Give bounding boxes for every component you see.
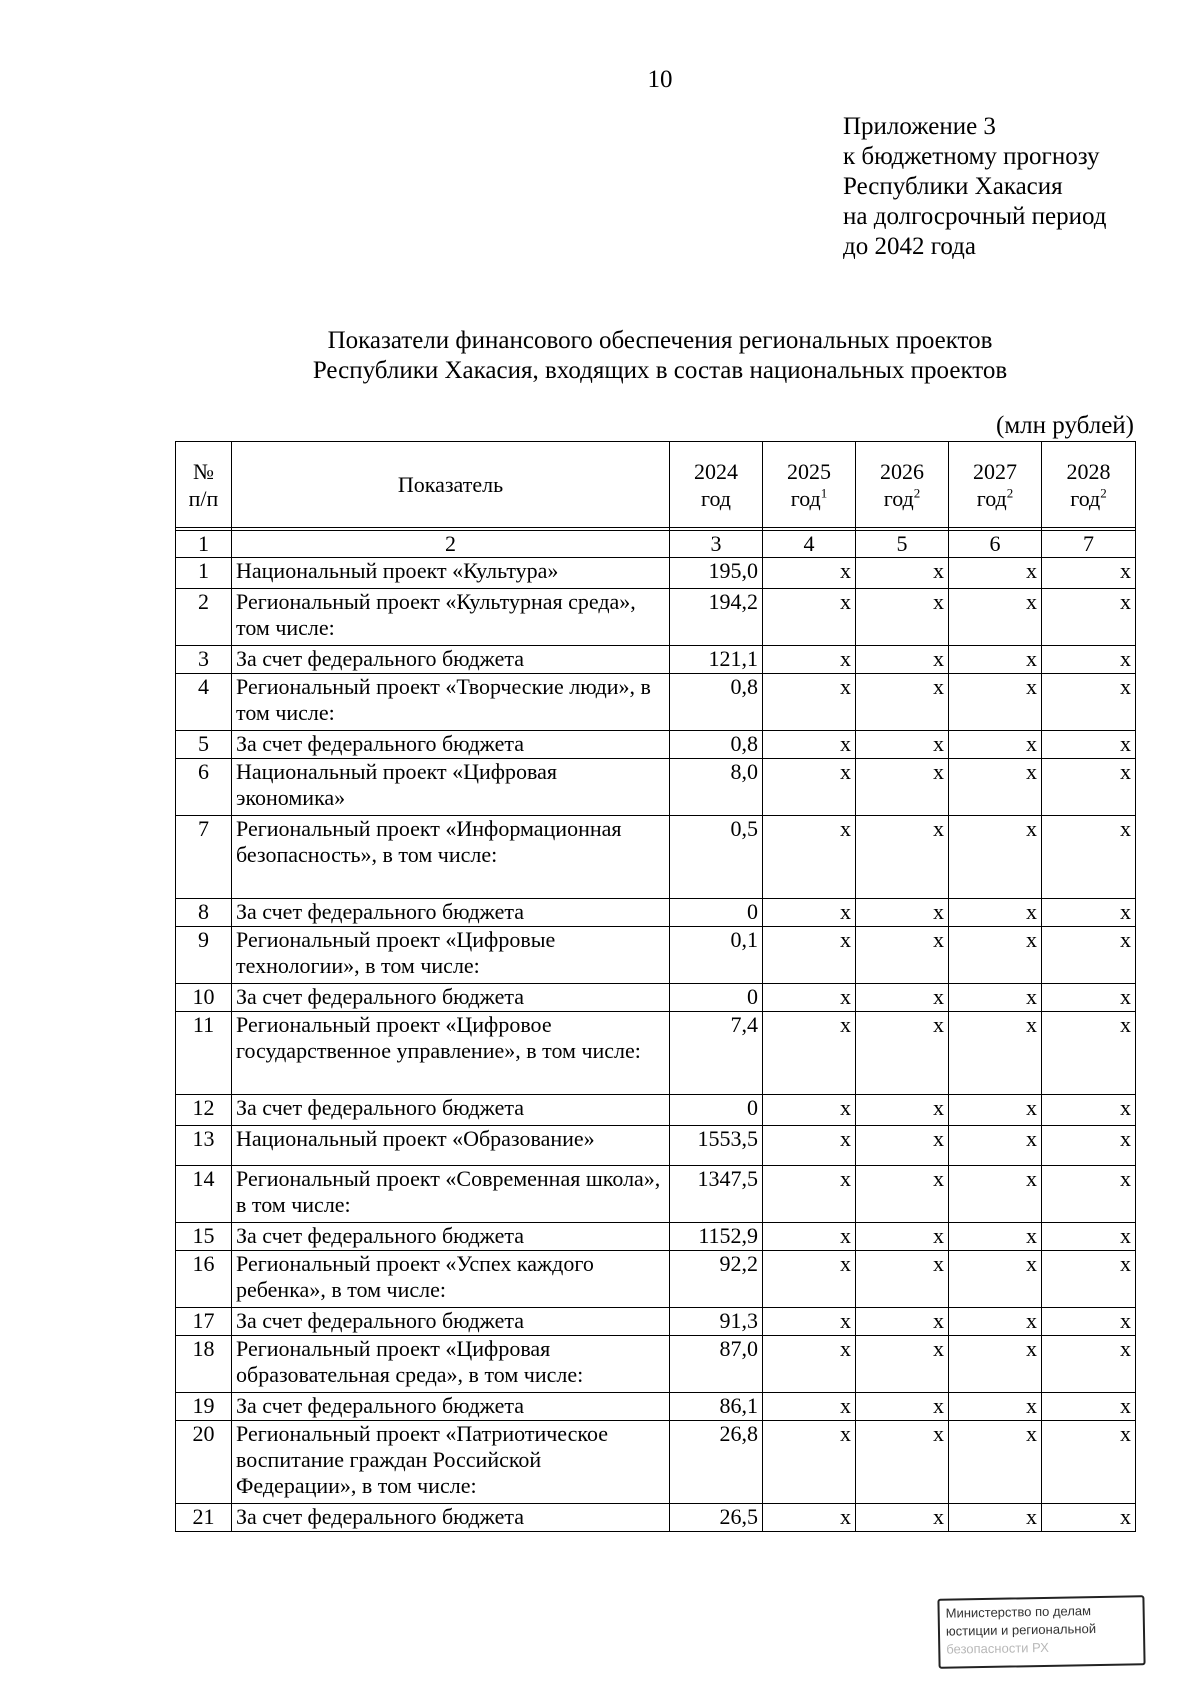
value-2024: 121,1 <box>670 646 763 674</box>
value-2026: x <box>856 759 949 816</box>
indicator-name: Региональный проект «Цифровая образовательная среда», в том числе: <box>232 1336 670 1393</box>
header-2026: 2026 год$^2$ <box>856 442 949 528</box>
value-2025: x <box>763 759 856 816</box>
indicator-name: Региональный проект «Успех каждого ребенка», в том числе: <box>232 1251 670 1308</box>
value-2025: x <box>763 899 856 927</box>
indicator-name: За счет федерального бюджета <box>232 1504 670 1532</box>
value-2028: x <box>1042 984 1136 1012</box>
indicator-name: Национальный проект «Образование» <box>232 1126 670 1166</box>
table-row <box>176 1308 1136 1336</box>
appendix-line: к бюджетному прогнозу <box>843 143 1100 170</box>
indicator-name: Национальный проект «Культура» <box>232 558 670 589</box>
table-row <box>176 899 1136 927</box>
value-2028: x <box>1042 759 1136 816</box>
value-2024: 26,5 <box>670 1504 763 1532</box>
title-line: Республики Хакасия, входящих в состав национальных проектов <box>312 357 1008 384</box>
value-2024: 86,1 <box>670 1393 763 1421</box>
financing-table <box>175 441 1136 1532</box>
row-number: 14 <box>176 1166 232 1223</box>
indicator-name: За счет федерального бюджета <box>232 984 670 1012</box>
value-2025: x <box>763 1012 856 1095</box>
value-2027: x <box>949 646 1042 674</box>
value-2026: x <box>856 731 949 759</box>
value-2026: x <box>856 1336 949 1393</box>
value-2024: 1347,5 <box>670 1166 763 1223</box>
appendix-block <box>843 112 1107 262</box>
indicator-name: За счет федерального бюджета <box>232 646 670 674</box>
value-2028: x <box>1042 1421 1136 1504</box>
value-2027: x <box>949 927 1042 984</box>
value-2024: 0,8 <box>670 731 763 759</box>
value-2027: x <box>949 984 1042 1012</box>
value-2024: 1553,5 <box>670 1126 763 1166</box>
value-2026: x <box>856 1251 949 1308</box>
table-row <box>176 816 1136 899</box>
header-indicator: Показатель <box>232 442 670 528</box>
indicator-name: Национальный проект «Цифровая экономика» <box>232 759 670 816</box>
appendix-line: до 2042 года <box>843 233 976 260</box>
value-2027: x <box>949 1012 1042 1095</box>
value-2025: x <box>763 1166 856 1223</box>
column-number: 3 <box>670 531 763 558</box>
value-2028: x <box>1042 1504 1136 1532</box>
column-number: 2 <box>232 531 670 558</box>
value-2028: x <box>1042 899 1136 927</box>
value-2026: x <box>856 1504 949 1532</box>
row-number: 15 <box>176 1223 232 1251</box>
table-row <box>176 1504 1136 1532</box>
column-number: 7 <box>1042 531 1136 558</box>
row-number: 1 <box>176 558 232 589</box>
registration-stamp <box>937 1595 1145 1669</box>
value-2024: 195,0 <box>670 558 763 589</box>
indicator-name: За счет федерального бюджета <box>232 899 670 927</box>
row-number: 4 <box>176 674 232 731</box>
table-row <box>176 759 1136 816</box>
header-2028: 2028 год$^2$ <box>1042 442 1136 528</box>
table-row <box>176 1126 1136 1166</box>
row-number: 11 <box>176 1012 232 1095</box>
value-2027: x <box>949 759 1042 816</box>
value-2027: x <box>949 1393 1042 1421</box>
table-row <box>176 589 1136 646</box>
value-2028: x <box>1042 589 1136 646</box>
value-2027: x <box>949 589 1042 646</box>
row-number: 19 <box>176 1393 232 1421</box>
value-2028: x <box>1042 1166 1136 1223</box>
value-2026: x <box>856 927 949 984</box>
value-2024: 194,2 <box>670 589 763 646</box>
indicator-name: За счет федерального бюджета <box>232 1308 670 1336</box>
row-number: 2 <box>176 589 232 646</box>
value-2028: x <box>1042 1012 1136 1095</box>
header-no: № п/п <box>176 442 232 528</box>
value-2027: x <box>949 1223 1042 1251</box>
table-body <box>176 558 1136 1532</box>
column-number: 5 <box>856 531 949 558</box>
value-2026: x <box>856 899 949 927</box>
value-2028: x <box>1042 731 1136 759</box>
indicator-name: Региональный проект «Цифровое государственное управление», в том числе: <box>232 1012 670 1095</box>
page-number: 10 <box>647 66 673 93</box>
indicator-name: Региональный проект «Информационная безопасность», в том числе: <box>232 816 670 899</box>
document-title <box>0 326 1200 386</box>
units-label: (млн рублей) <box>996 412 1134 439</box>
value-2026: x <box>856 674 949 731</box>
value-2026: x <box>856 1223 949 1251</box>
value-2025: x <box>763 816 856 899</box>
table-row <box>176 1251 1136 1308</box>
row-number: 18 <box>176 1336 232 1393</box>
value-2025: x <box>763 589 856 646</box>
value-2026: x <box>856 646 949 674</box>
value-2027: x <box>949 558 1042 589</box>
value-2025: x <box>763 1504 856 1532</box>
value-2024: 0,8 <box>670 674 763 731</box>
value-2027: x <box>949 731 1042 759</box>
value-2027: x <box>949 1166 1042 1223</box>
value-2024: 92,2 <box>670 1251 763 1308</box>
header-2025: 2025 год$^1$ <box>763 442 856 528</box>
table-row <box>176 646 1136 674</box>
value-2026: x <box>856 1393 949 1421</box>
table-row <box>176 1393 1136 1421</box>
indicator-name: За счет федерального бюджета <box>232 731 670 759</box>
value-2027: x <box>949 1308 1042 1336</box>
value-2024: 7,4 <box>670 1012 763 1095</box>
table-row <box>176 558 1136 589</box>
table-row <box>176 731 1136 759</box>
value-2025: x <box>763 984 856 1012</box>
value-2026: x <box>856 589 949 646</box>
value-2026: x <box>856 1421 949 1504</box>
value-2026: x <box>856 1012 949 1095</box>
stamp-line: юстиции и региональной <box>945 1621 1097 1639</box>
header-2027: 2027 год$^2$ <box>949 442 1042 528</box>
header-2024: 2024 год <box>670 442 763 528</box>
value-2024: 0,5 <box>670 816 763 899</box>
appendix-line: Приложение 3 <box>843 113 996 140</box>
value-2025: x <box>763 1393 856 1421</box>
value-2025: x <box>763 674 856 731</box>
value-2028: x <box>1042 1126 1136 1166</box>
value-2024: 0 <box>670 1095 763 1126</box>
row-number: 7 <box>176 816 232 899</box>
value-2025: x <box>763 646 856 674</box>
value-2026: x <box>856 816 949 899</box>
value-2025: x <box>763 1223 856 1251</box>
row-number: 12 <box>176 1095 232 1126</box>
row-number: 17 <box>176 1308 232 1336</box>
indicator-name: За счет федерального бюджета <box>232 1393 670 1421</box>
value-2028: x <box>1042 558 1136 589</box>
value-2027: x <box>949 816 1042 899</box>
row-number: 3 <box>176 646 232 674</box>
value-2027: x <box>949 1095 1042 1126</box>
table-row <box>176 927 1136 984</box>
value-2025: x <box>763 1126 856 1166</box>
table-row <box>176 1095 1136 1126</box>
value-2025: x <box>763 1336 856 1393</box>
row-number: 13 <box>176 1126 232 1166</box>
value-2028: x <box>1042 927 1136 984</box>
value-2026: x <box>856 1095 949 1126</box>
table-row <box>176 1421 1136 1504</box>
row-number: 6 <box>176 759 232 816</box>
value-2027: x <box>949 899 1042 927</box>
value-2024: 87,0 <box>670 1336 763 1393</box>
column-number: 4 <box>763 531 856 558</box>
value-2028: x <box>1042 1308 1136 1336</box>
value-2026: x <box>856 984 949 1012</box>
value-2028: x <box>1042 1336 1136 1393</box>
value-2025: x <box>763 731 856 759</box>
value-2027: x <box>949 1126 1042 1166</box>
table-row <box>176 1223 1136 1251</box>
row-number: 8 <box>176 899 232 927</box>
value-2028: x <box>1042 816 1136 899</box>
value-2025: x <box>763 558 856 589</box>
table-row <box>176 1012 1136 1095</box>
value-2024: 0 <box>670 984 763 1012</box>
value-2026: x <box>856 1166 949 1223</box>
stamp-line: безопасности РХ <box>946 1639 1049 1657</box>
value-2027: x <box>949 1504 1042 1532</box>
indicator-name: Региональный проект «Цифровые технологии», в том числе: <box>232 927 670 984</box>
value-2024: 0,1 <box>670 927 763 984</box>
column-number: 6 <box>949 531 1042 558</box>
value-2024: 8,0 <box>670 759 763 816</box>
value-2027: x <box>949 1251 1042 1308</box>
row-number: 21 <box>176 1504 232 1532</box>
value-2028: x <box>1042 646 1136 674</box>
value-2028: x <box>1042 1223 1136 1251</box>
value-2028: x <box>1042 1393 1136 1421</box>
row-number: 10 <box>176 984 232 1012</box>
indicator-name: Региональный проект «Современная школа», в том числе: <box>232 1166 670 1223</box>
value-2028: x <box>1042 1251 1136 1308</box>
value-2028: x <box>1042 1095 1136 1126</box>
value-2024: 26,8 <box>670 1421 763 1504</box>
appendix-line: на долгосрочный период <box>843 203 1107 230</box>
value-2027: x <box>949 1336 1042 1393</box>
row-number: 16 <box>176 1251 232 1308</box>
value-2028: x <box>1042 674 1136 731</box>
indicator-name: За счет федерального бюджета <box>232 1095 670 1126</box>
value-2025: x <box>763 1421 856 1504</box>
value-2025: x <box>763 1251 856 1308</box>
appendix-line: Республики Хакасия <box>843 173 1063 200</box>
value-2026: x <box>856 1308 949 1336</box>
table-row <box>176 1336 1136 1393</box>
value-2024: 0 <box>670 899 763 927</box>
table-header-row <box>176 442 1136 528</box>
row-number: 9 <box>176 927 232 984</box>
indicator-name: Региональный проект «Творческие люди», в том числе: <box>232 674 670 731</box>
title-line: Показатели финансового обеспечения региональных проектов <box>327 327 993 354</box>
table-row <box>176 984 1136 1012</box>
indicator-name: Региональный проект «Культурная среда», том числе: <box>232 589 670 646</box>
column-number-row <box>176 531 1136 558</box>
value-2025: x <box>763 1308 856 1336</box>
stamp-line: Министерство по делам <box>945 1603 1092 1621</box>
value-2026: x <box>856 1126 949 1166</box>
table-row <box>176 1166 1136 1223</box>
value-2027: x <box>949 1421 1042 1504</box>
column-number: 1 <box>176 531 232 558</box>
value-2026: x <box>856 558 949 589</box>
table-row <box>176 674 1136 731</box>
value-2025: x <box>763 1095 856 1126</box>
indicator-name: Региональный проект «Патриотическое воспитание граждан Российской Федерации», в том числе: <box>232 1421 670 1504</box>
row-number: 20 <box>176 1421 232 1504</box>
value-2025: x <box>763 927 856 984</box>
row-number: 5 <box>176 731 232 759</box>
value-2024: 1152,9 <box>670 1223 763 1251</box>
value-2027: x <box>949 674 1042 731</box>
indicator-name: За счет федерального бюджета <box>232 1223 670 1251</box>
value-2024: 91,3 <box>670 1308 763 1336</box>
